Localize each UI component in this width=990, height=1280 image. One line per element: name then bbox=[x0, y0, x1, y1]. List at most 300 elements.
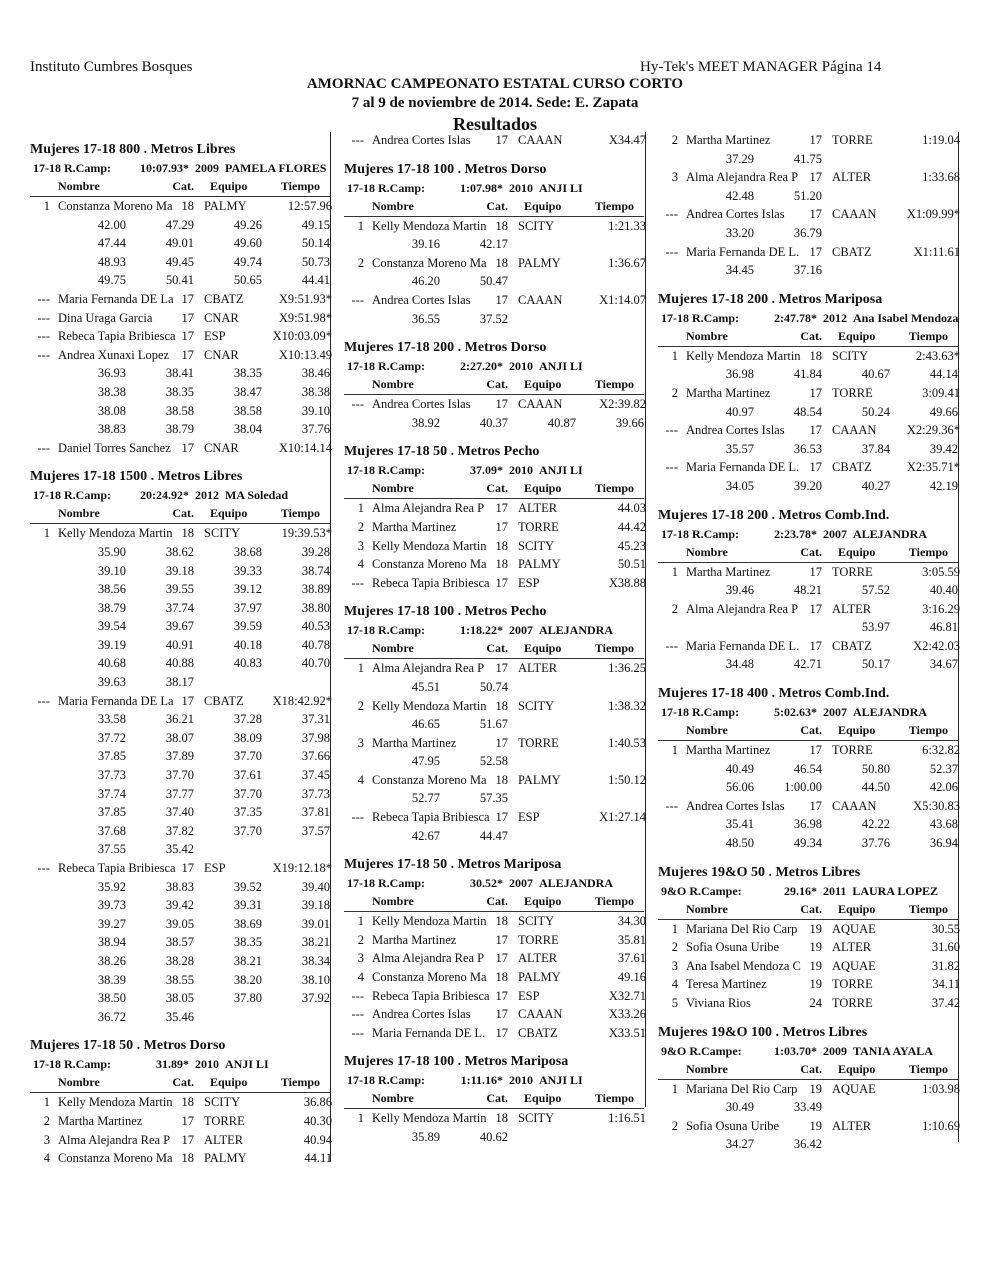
final-time: 40.94 bbox=[303, 1132, 332, 1147]
split-time: 38.41 bbox=[165, 366, 194, 381]
split-time: 36.93 bbox=[97, 366, 126, 381]
final-time: 3:16.29 bbox=[922, 601, 960, 616]
team-code: SCITY bbox=[518, 914, 555, 929]
final-time: 1:50.12 bbox=[608, 772, 646, 787]
swimmer-age: 17 bbox=[809, 423, 822, 438]
swimmer-name: Mariana Del Rio Carp bbox=[686, 921, 798, 936]
split-time: 37.40 bbox=[165, 805, 194, 820]
split-time: 40.37 bbox=[479, 415, 508, 430]
split-time: 38.05 bbox=[165, 991, 194, 1006]
header-team: Equipo bbox=[524, 377, 562, 392]
split-time: 35.89 bbox=[411, 1130, 440, 1144]
record-holder: Ana Isabel Mendoza bbox=[853, 310, 958, 325]
split-time: 35.41 bbox=[725, 817, 754, 832]
result-row bbox=[344, 987, 644, 1006]
team-code: TORRE bbox=[832, 743, 873, 758]
split-time: 37.98 bbox=[301, 730, 330, 745]
swimmer-age: 17 bbox=[495, 501, 508, 516]
swimmer-name: Maria Fernanda DE La bbox=[58, 291, 174, 306]
result-place: --- bbox=[37, 347, 50, 362]
split-time: 39.20 bbox=[793, 478, 822, 493]
split-time: 34.05 bbox=[725, 478, 754, 493]
team-code: CNAR bbox=[204, 440, 239, 455]
header-age: Cat. bbox=[486, 198, 508, 213]
swimmer-name: Maria Fernanda DE La bbox=[58, 693, 174, 708]
team-code: CBATZ bbox=[832, 460, 872, 475]
result-row bbox=[344, 931, 644, 950]
swimmer-name: Martha Martinez bbox=[372, 932, 457, 947]
splits-row bbox=[658, 778, 958, 797]
split-time: 33.49 bbox=[793, 1100, 822, 1115]
swimmer-age: 19 bbox=[809, 977, 822, 992]
results-column-1 bbox=[30, 140, 330, 1168]
team-code: ALTER bbox=[518, 661, 558, 676]
split-time: 38.38 bbox=[97, 384, 126, 399]
record-holder: ANJI LI bbox=[539, 180, 583, 195]
result-row bbox=[30, 1093, 330, 1112]
team-code: TORRE bbox=[832, 977, 873, 992]
split-time: 38.38 bbox=[301, 384, 330, 399]
split-time: 40.87 bbox=[547, 415, 576, 430]
final-time: 30.55 bbox=[931, 921, 960, 936]
result-row bbox=[344, 254, 644, 273]
swimmer-age: 17 bbox=[495, 988, 508, 1003]
split-time: 37.80 bbox=[233, 991, 262, 1006]
swimmer-name: Alma Alejandra Rea P bbox=[686, 601, 799, 616]
result-place: 3 bbox=[357, 538, 364, 553]
results-table-header bbox=[658, 1060, 958, 1080]
header-age: Cat. bbox=[486, 377, 508, 392]
result-row bbox=[30, 327, 330, 346]
record-time: 1:07.98* bbox=[460, 180, 503, 195]
team-code: SCITY bbox=[204, 1095, 241, 1110]
result-place: 3 bbox=[43, 1132, 50, 1147]
swimmer-name: Martha Martinez bbox=[372, 519, 457, 534]
split-time: 41.84 bbox=[793, 367, 822, 382]
event-title: Mujeres 19&O 50 . Metros Libres bbox=[658, 864, 861, 880]
split-time: 38.74 bbox=[301, 563, 330, 578]
split-time: 38.08 bbox=[97, 403, 126, 418]
splits-row bbox=[30, 599, 330, 618]
split-time: 38.34 bbox=[301, 953, 330, 968]
team-code: CAAAN bbox=[518, 292, 563, 307]
final-time: 2:43.63* bbox=[915, 348, 960, 363]
split-time: 37.81 bbox=[301, 805, 330, 820]
split-time: 49.74 bbox=[233, 254, 262, 269]
splits-row bbox=[30, 822, 330, 841]
result-place: --- bbox=[37, 861, 50, 875]
split-time: 40.83 bbox=[233, 656, 262, 671]
swimmer-age: 17 bbox=[809, 638, 822, 653]
result-place: 5 bbox=[671, 996, 678, 1010]
split-time: 42.19 bbox=[929, 478, 958, 493]
final-time: 1:33.68 bbox=[922, 170, 960, 185]
swimmer-age: 18 bbox=[495, 218, 508, 233]
team-code: AQUAE bbox=[832, 958, 876, 973]
split-time: 46.65 bbox=[411, 717, 440, 732]
team-code: PALMY bbox=[518, 557, 561, 572]
record-year: 2009 bbox=[823, 1043, 847, 1058]
event-title: Mujeres 17-18 1500 . Metros Libres bbox=[30, 469, 243, 485]
record-label: 17-18 R.Camp: bbox=[661, 526, 739, 541]
header-team: Equipo bbox=[210, 506, 248, 521]
split-time: 38.47 bbox=[233, 384, 262, 399]
record-year: 2012 bbox=[195, 488, 219, 503]
swimmer-age: 17 bbox=[495, 1025, 508, 1040]
split-time: 38.17 bbox=[165, 675, 194, 690]
split-time: 37.77 bbox=[165, 786, 194, 801]
header-name: Nombre bbox=[686, 1061, 728, 1076]
header-name: Nombre bbox=[58, 506, 100, 521]
record-year: 2012 bbox=[823, 310, 847, 325]
split-time: 35.57 bbox=[725, 441, 754, 456]
record-holder: PAMELA FLORES bbox=[225, 161, 327, 175]
final-time: 36.86 bbox=[303, 1095, 332, 1110]
split-time: 40.91 bbox=[165, 637, 194, 652]
split-time: 37.85 bbox=[97, 805, 126, 820]
splits-row bbox=[30, 896, 330, 915]
final-time: X5:30.83 bbox=[913, 798, 960, 813]
split-time: 38.58 bbox=[165, 403, 194, 418]
swimmer-name: Constanza Moreno Ma bbox=[58, 1151, 173, 1166]
split-time: 35.92 bbox=[97, 879, 126, 894]
swimmer-name: Teresa Martinez bbox=[686, 977, 767, 992]
team-code: TORRE bbox=[832, 133, 873, 147]
result-row bbox=[344, 949, 644, 968]
result-place: 1 bbox=[671, 743, 678, 758]
split-time: 34.27 bbox=[725, 1137, 754, 1152]
swimmer-name: Kelly Mendoza Martin bbox=[372, 1111, 487, 1126]
result-row bbox=[344, 912, 644, 931]
team-code: ALTER bbox=[518, 501, 558, 516]
split-time: 39.18 bbox=[165, 563, 194, 578]
team-code: TORRE bbox=[518, 735, 559, 750]
team-code: ALTER bbox=[832, 940, 872, 955]
split-time: 38.68 bbox=[233, 544, 262, 559]
split-time: 37.29 bbox=[725, 151, 754, 166]
final-time: X19:12.18* bbox=[272, 861, 332, 875]
split-time: 34.67 bbox=[929, 657, 958, 672]
result-place: --- bbox=[37, 440, 50, 455]
record-holder: ANJI LI bbox=[225, 1057, 269, 1072]
result-place: 4 bbox=[357, 772, 364, 787]
record-line bbox=[658, 704, 958, 721]
splits-row bbox=[30, 803, 330, 822]
swimmer-name: Constanza Moreno Ma bbox=[58, 199, 173, 213]
splits-row bbox=[30, 617, 330, 636]
final-time: X1:27.14 bbox=[599, 810, 646, 825]
final-time: 12:57.96 bbox=[287, 199, 332, 213]
splits-row bbox=[658, 618, 958, 637]
record-label: 9&O R.Campe: bbox=[661, 1043, 742, 1058]
result-place: --- bbox=[665, 244, 678, 259]
splits-row bbox=[344, 789, 644, 808]
swimmer-age: 18 bbox=[809, 348, 822, 363]
record-label: 17-18 R.Camp: bbox=[347, 1073, 425, 1088]
record-label: 17-18 R.Camp: bbox=[33, 161, 111, 175]
swimmer-name: Maria Fernanda DE L. bbox=[686, 638, 800, 653]
result-row bbox=[344, 518, 644, 537]
split-time: 50.41 bbox=[165, 273, 194, 288]
split-time: 39.55 bbox=[165, 582, 194, 597]
final-time: 6:32.82 bbox=[922, 743, 960, 758]
team-code: AQUAE bbox=[832, 1081, 876, 1096]
splits-row bbox=[30, 673, 330, 692]
record-line bbox=[30, 487, 330, 504]
split-time: 37.73 bbox=[301, 786, 330, 801]
result-row bbox=[344, 555, 644, 574]
team-code: SCITY bbox=[518, 218, 555, 233]
split-time: 44.41 bbox=[301, 273, 330, 288]
split-time: 51.20 bbox=[793, 188, 822, 203]
split-time: 40.62 bbox=[479, 1130, 508, 1144]
swimmer-name: Rebeca Tapia Bribiesca bbox=[372, 810, 490, 825]
split-time: 46.20 bbox=[411, 274, 440, 289]
swimmer-name: Maria Fernanda DE L. bbox=[686, 244, 800, 259]
splits-row bbox=[658, 187, 958, 206]
record-holder: LAURA LOPEZ bbox=[852, 883, 939, 898]
swimmer-age: 17 bbox=[809, 564, 822, 579]
result-place: 2 bbox=[671, 940, 678, 955]
split-time: 38.35 bbox=[233, 935, 262, 950]
splits-row bbox=[30, 878, 330, 897]
splits-row bbox=[30, 253, 330, 272]
split-time: 37.70 bbox=[233, 749, 262, 764]
split-time: 38.20 bbox=[233, 972, 262, 987]
swimmer-name: Sofia Osuna Uribe bbox=[686, 940, 780, 955]
split-time: 44.47 bbox=[479, 828, 508, 843]
team-code: CAAAN bbox=[518, 133, 563, 147]
split-time: 38.89 bbox=[301, 582, 330, 597]
swimmer-age: 17 bbox=[809, 133, 822, 147]
team-code: TORRE bbox=[518, 932, 559, 947]
result-row bbox=[30, 1149, 330, 1168]
swimmer-name: Martha Martinez bbox=[686, 133, 771, 147]
split-time: 36.21 bbox=[165, 712, 194, 727]
swimmer-name: Rebeca Tapia Bribiesca bbox=[58, 861, 176, 875]
split-time: 39.66 bbox=[615, 415, 644, 430]
header-time: Tiempo bbox=[908, 544, 948, 559]
event-title: Mujeres 19&O 100 . Metros Libres bbox=[658, 1024, 868, 1040]
final-time: 40.30 bbox=[303, 1113, 332, 1128]
result-row bbox=[658, 421, 958, 440]
split-time: 45.51 bbox=[411, 679, 440, 694]
record-year: 2009 bbox=[195, 161, 219, 175]
split-time: 56.06 bbox=[725, 780, 754, 795]
result-place: 1 bbox=[43, 1095, 50, 1110]
swimmer-age: 17 bbox=[495, 1007, 508, 1022]
result-place: 1 bbox=[671, 348, 678, 363]
result-row bbox=[344, 1005, 644, 1024]
final-time: 50.51 bbox=[617, 557, 646, 572]
result-place: 2 bbox=[671, 133, 678, 147]
results-table-header bbox=[344, 197, 644, 217]
header-age: Cat. bbox=[800, 544, 822, 559]
swimmer-name: Andrea Xunaxi Lopez bbox=[58, 347, 170, 362]
split-time: 38.83 bbox=[165, 879, 194, 894]
swimmer-name: Andrea Cortes Islas bbox=[372, 292, 471, 307]
final-time: X34.47 bbox=[608, 133, 646, 147]
meet-title: AMORNAC CAMPEONATO ESTATAL CURSO CORTO bbox=[306, 76, 684, 92]
split-time: 50.17 bbox=[861, 657, 890, 672]
result-place: --- bbox=[665, 460, 678, 475]
swimmer-name: Martha Martinez bbox=[686, 385, 771, 400]
header-time: Tiempo bbox=[280, 506, 320, 521]
split-time: 39.42 bbox=[929, 441, 958, 456]
header-name: Nombre bbox=[58, 179, 100, 193]
result-place: 1 bbox=[671, 564, 678, 579]
header-age: Cat. bbox=[800, 1061, 822, 1076]
split-time: 52.58 bbox=[479, 754, 508, 769]
event-title: Mujeres 17-18 800 . Metros Libres bbox=[30, 142, 236, 157]
result-place: 4 bbox=[357, 970, 364, 985]
split-time: 36.98 bbox=[793, 817, 822, 832]
split-time: 42.48 bbox=[725, 188, 754, 203]
splits-row bbox=[30, 915, 330, 934]
final-time: 37.42 bbox=[931, 996, 960, 1010]
split-time: 38.79 bbox=[165, 422, 194, 437]
team-code: CNAR bbox=[204, 347, 239, 362]
split-time: 40.88 bbox=[165, 656, 194, 671]
split-time: 37.55 bbox=[97, 842, 126, 857]
swimmer-age: 17 bbox=[495, 810, 508, 825]
results-column-2 bbox=[344, 131, 644, 1147]
split-time: 48.93 bbox=[97, 254, 126, 269]
splits-row bbox=[30, 840, 330, 859]
record-time: 10:07.93* bbox=[140, 161, 189, 175]
team-code: ALTER bbox=[832, 1118, 872, 1133]
swimmer-age: 18 bbox=[181, 1151, 194, 1166]
header-time: Tiempo bbox=[908, 1061, 948, 1076]
final-time: 19:39.53* bbox=[281, 526, 332, 541]
header-age: Cat. bbox=[486, 481, 508, 496]
record-line bbox=[344, 875, 644, 892]
final-time: X1:11.61 bbox=[913, 244, 960, 259]
record-year: 2010 bbox=[509, 180, 533, 195]
column-divider-1 bbox=[330, 132, 331, 1162]
split-time: 57.35 bbox=[479, 791, 508, 806]
result-row bbox=[658, 458, 958, 477]
splits-row bbox=[30, 785, 330, 804]
final-time: 1:16.51 bbox=[608, 1111, 646, 1126]
header-team: Equipo bbox=[838, 328, 876, 343]
header-age: Cat. bbox=[800, 723, 822, 738]
swimmer-age: 17 bbox=[181, 329, 194, 344]
split-time: 39.01 bbox=[301, 916, 330, 931]
split-time: 39.73 bbox=[97, 898, 126, 913]
splits-row bbox=[30, 729, 330, 748]
result-place: 1 bbox=[357, 218, 364, 233]
split-time: 38.69 bbox=[233, 916, 262, 931]
result-place: --- bbox=[351, 1007, 364, 1022]
swimmer-name: Dina Uraga Garcia bbox=[58, 310, 153, 325]
header-name: Nombre bbox=[686, 328, 728, 343]
record-holder: MA Soledad bbox=[225, 488, 289, 503]
final-time: 1:21.33 bbox=[608, 218, 646, 233]
record-holder: ALEJANDRA bbox=[539, 623, 614, 638]
swimmer-name: Maria Fernanda DE L. bbox=[372, 1025, 486, 1040]
split-time: 38.58 bbox=[233, 403, 262, 418]
record-label: 17-18 R.Camp: bbox=[347, 359, 425, 374]
result-place: 3 bbox=[671, 958, 678, 973]
header-name: Nombre bbox=[372, 641, 414, 656]
swimmer-name: Constanza Moreno Ma bbox=[372, 255, 487, 270]
swimmer-name: Andrea Cortes Islas bbox=[686, 423, 785, 438]
split-time: 53.97 bbox=[861, 620, 890, 635]
result-row bbox=[344, 808, 644, 827]
final-time: X1:14.07 bbox=[599, 292, 646, 307]
record-time: 1:18.22* bbox=[460, 623, 503, 638]
swimmer-age: 19 bbox=[809, 958, 822, 973]
result-row bbox=[344, 217, 644, 236]
split-time: 38.55 bbox=[165, 972, 194, 987]
record-label: 17-18 R.Camp: bbox=[33, 488, 111, 503]
result-place: --- bbox=[351, 988, 364, 1003]
header-name: Nombre bbox=[372, 198, 414, 213]
split-time: 49.15 bbox=[301, 217, 330, 232]
split-time: 47.95 bbox=[411, 754, 440, 769]
splits-row bbox=[344, 827, 644, 846]
header-team: Equipo bbox=[210, 179, 248, 193]
split-time: 37.70 bbox=[233, 823, 262, 838]
split-time: 49.66 bbox=[929, 404, 958, 419]
splits-row bbox=[658, 834, 958, 853]
result-place: 1 bbox=[357, 1111, 364, 1126]
results-table-header bbox=[658, 327, 958, 347]
split-time: 49.75 bbox=[97, 273, 126, 288]
splits-row bbox=[30, 989, 330, 1008]
split-time: 38.56 bbox=[97, 582, 126, 597]
split-time: 40.78 bbox=[301, 637, 330, 652]
record-time: 30.52* bbox=[470, 876, 503, 891]
final-time: X2:39.82 bbox=[599, 397, 646, 412]
split-time: 39.52 bbox=[233, 879, 262, 894]
team-code: SCITY bbox=[518, 538, 555, 553]
event-title: Mujeres 17-18 400 . Metros Comb.Ind. bbox=[658, 686, 890, 702]
split-time: 40.49 bbox=[725, 761, 754, 776]
results-table-header bbox=[658, 543, 958, 563]
swimmer-name: Viviana Rios bbox=[686, 996, 751, 1010]
splits-row bbox=[30, 952, 330, 971]
split-time: 48.21 bbox=[793, 583, 822, 598]
team-code: ALTER bbox=[204, 1132, 244, 1147]
split-time: 39.05 bbox=[165, 916, 194, 931]
swimmer-age: 17 bbox=[181, 291, 194, 306]
result-row bbox=[658, 347, 958, 366]
software-page-label: Hy-Tek's MEET MANAGER Página 14 bbox=[640, 59, 882, 75]
team-code: ESP bbox=[518, 810, 540, 825]
final-time: 44.42 bbox=[617, 519, 646, 534]
team-code: CNAR bbox=[204, 310, 239, 325]
event-title: Mujeres 17-18 50 . Metros Mariposa bbox=[344, 857, 562, 873]
split-time: 37.61 bbox=[233, 768, 262, 783]
swimmer-age: 18 bbox=[495, 255, 508, 270]
splits-row bbox=[30, 971, 330, 990]
split-time: 39.28 bbox=[301, 544, 330, 559]
result-row bbox=[344, 499, 644, 518]
team-code: TORRE bbox=[518, 519, 559, 534]
final-time: 44.11 bbox=[304, 1151, 332, 1166]
header-time: Tiempo bbox=[908, 328, 948, 343]
result-place: --- bbox=[351, 292, 364, 307]
split-time: 34.45 bbox=[725, 263, 754, 278]
header-time: Tiempo bbox=[594, 1091, 634, 1106]
split-time: 37.76 bbox=[301, 422, 330, 437]
record-time: 2:27.20* bbox=[460, 359, 503, 374]
split-time: 38.94 bbox=[97, 935, 126, 950]
final-time: 1:38.32 bbox=[608, 698, 646, 713]
header-time: Tiempo bbox=[594, 641, 634, 656]
